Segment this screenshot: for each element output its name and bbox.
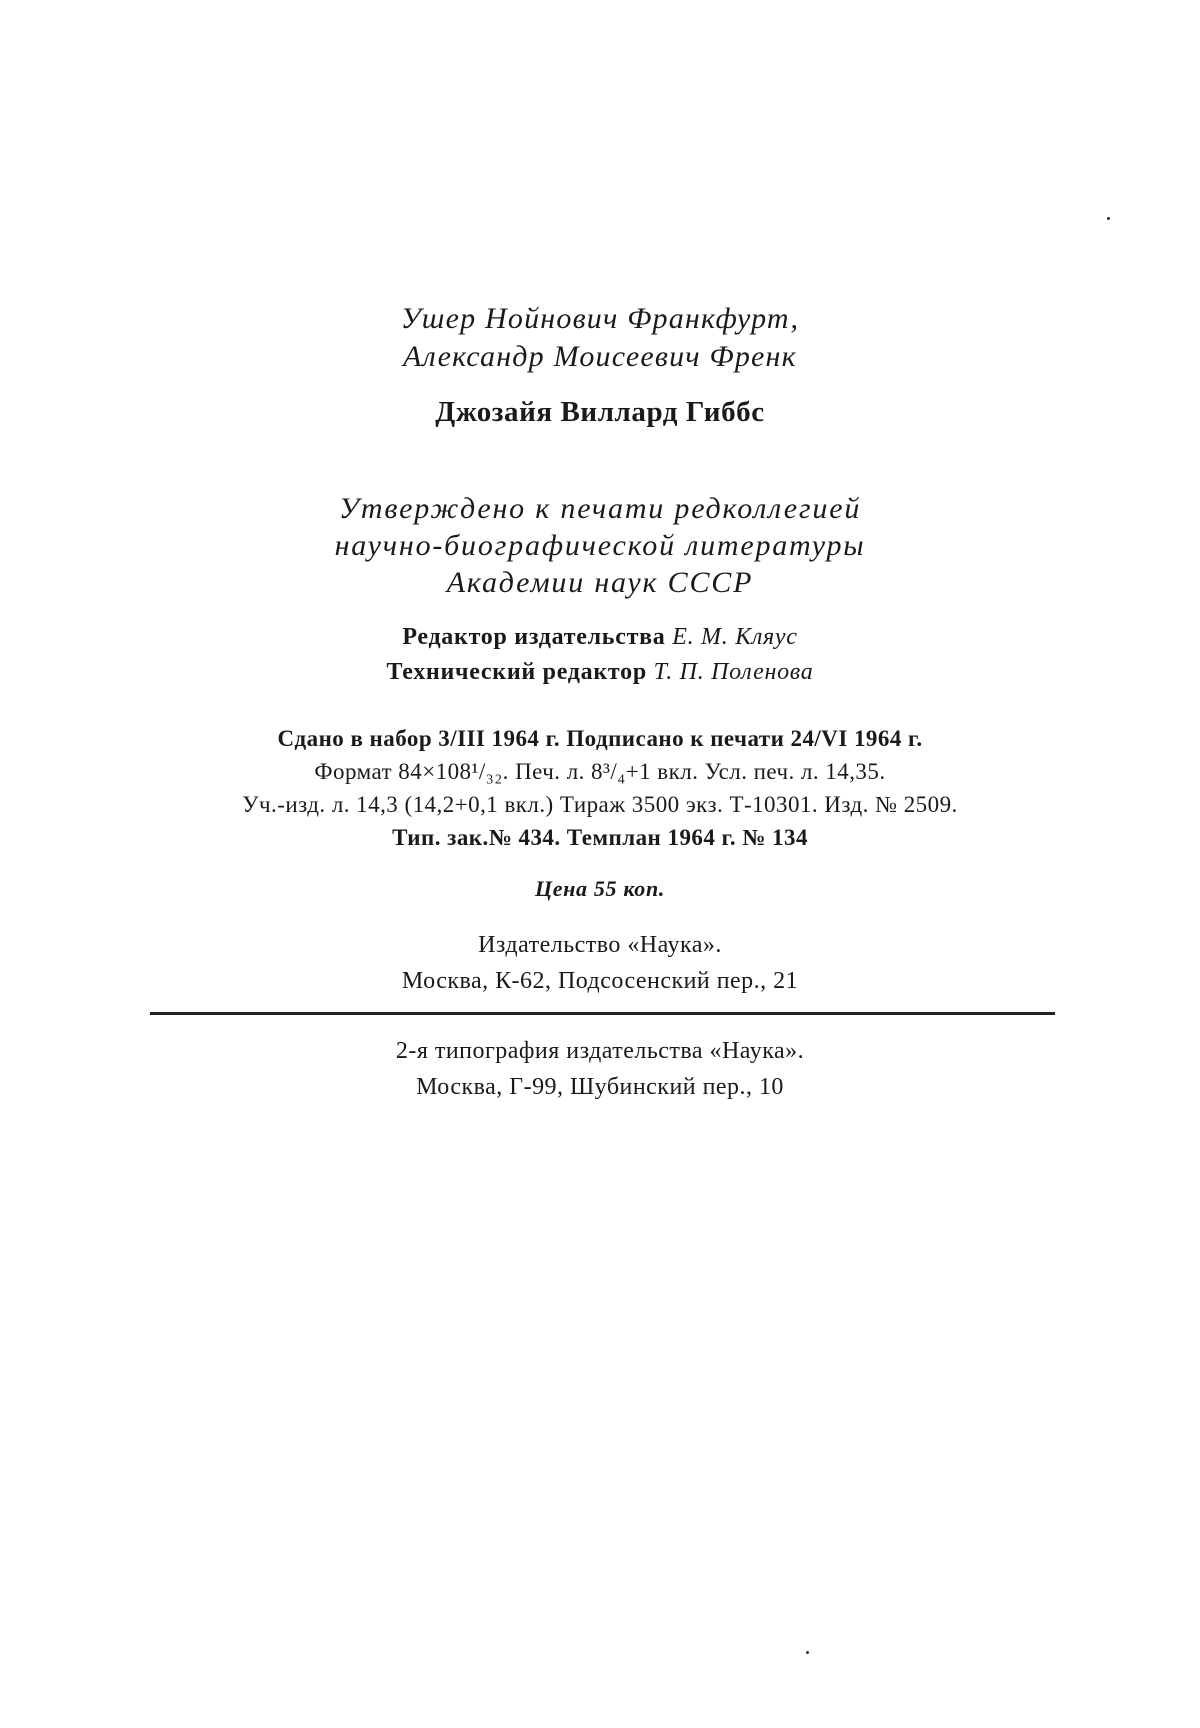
publication-line-4: Тип. зак.№ 434. Темплан 1964 г. № 134 bbox=[392, 825, 808, 850]
technical-editor-role: Технический редактор bbox=[386, 659, 647, 685]
approval-line-1: Утверждено к печати редколлегией bbox=[338, 492, 862, 525]
approval-line-2: научно-биографической литературы bbox=[334, 529, 866, 562]
scan-speck bbox=[1107, 217, 1110, 220]
publication-details bbox=[0, 722, 1200, 854]
price: Цена 55 коп. bbox=[534, 876, 666, 901]
editors-block bbox=[0, 620, 1200, 690]
author-1: Ушер Нойнович Франкфурт, bbox=[400, 302, 800, 335]
approval-line-3: Академии наук СССР bbox=[446, 566, 754, 599]
publication-line-3: Уч.-изд. л. 14,3 (14,2+0,1 вкл.) Тираж 3500 экз. Т-10301. Изд. № 2509. bbox=[242, 792, 958, 817]
publishing-editor-role: Редактор издательства bbox=[402, 624, 666, 650]
technical-editor bbox=[0, 655, 1200, 690]
publication-line-1: Сдано в набор 3/III 1964 г. Подписано к печати 24/VI 1964 г. bbox=[277, 726, 923, 751]
approval-block bbox=[0, 490, 1200, 601]
book-title: Джозайя Виллард Гиббс bbox=[435, 396, 765, 428]
publisher-block bbox=[0, 927, 1200, 999]
scan-speck bbox=[806, 1651, 809, 1654]
publication-line-2: Формат 84×108¹/₃₂. Печ. л. 8³/₄+1 вкл. Усл. печ. л. 14,35. bbox=[314, 759, 886, 784]
author-2: Александр Моисеевич Френк bbox=[403, 340, 797, 373]
authors-block bbox=[0, 300, 1200, 376]
publisher-name: Издательство «Наука». bbox=[478, 932, 722, 958]
printer-name: 2-я типография издательства «Наука». bbox=[395, 1038, 805, 1064]
publisher-address: Москва, К-62, Подсосенский пер., 21 bbox=[401, 968, 799, 994]
divider-rule bbox=[150, 1012, 1055, 1015]
printer-address: Москва, Г-99, Шубинский пер., 10 bbox=[416, 1074, 784, 1100]
publishing-editor bbox=[0, 620, 1200, 655]
publishing-editor-name: Е. М. Кляус bbox=[672, 624, 798, 650]
technical-editor-name: Т. П. Поленова bbox=[653, 659, 814, 685]
printer-block bbox=[0, 1033, 1200, 1105]
